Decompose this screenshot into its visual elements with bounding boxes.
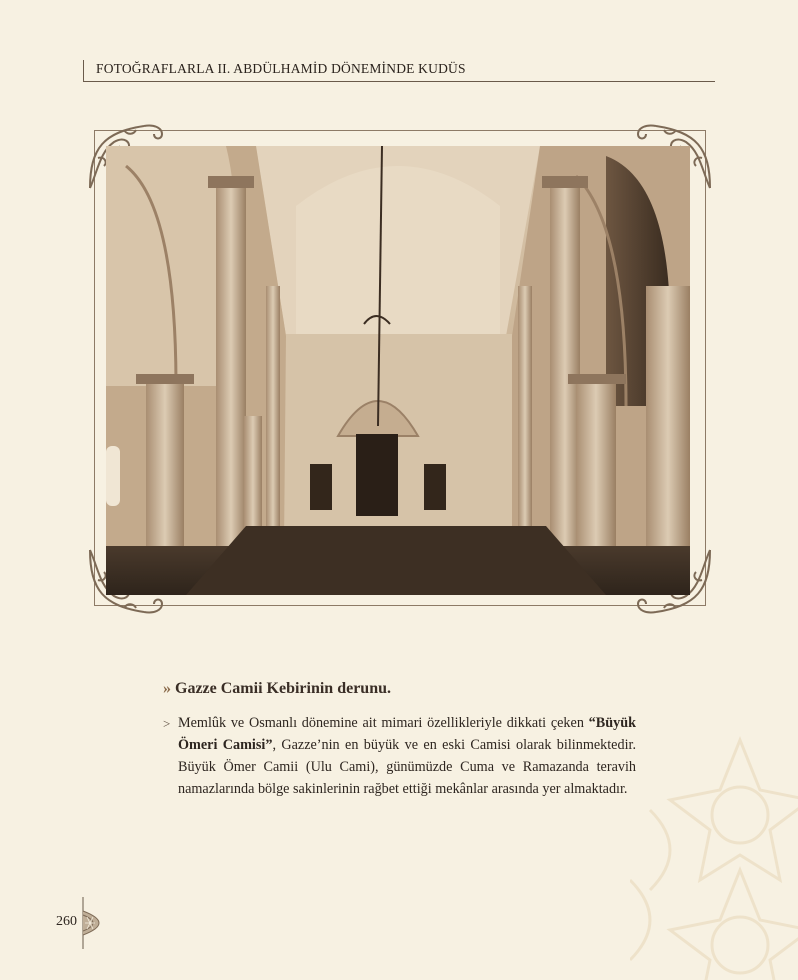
header-rule (83, 81, 715, 82)
photo-caption-title (163, 680, 391, 698)
caption-line: Büyük Ömer Camii (Ulu Cami), günümüzde Cuma ve Ramazanda teravih (178, 759, 636, 775)
caption-marker: » (163, 680, 171, 697)
running-header: FOTOĞRAFLARLA II. ABDÜLHAMİD DÖNEMİNDE KUDÜS (96, 61, 466, 76)
caption-title-text: Gazze Camii Kebirinin derunu. (175, 680, 391, 697)
caption-line: Memlûk ve Osmanlı dönemine ait mimari özellikleriyle dikkati çeken “Büyük (178, 715, 636, 731)
body-marker: > (163, 716, 171, 731)
caption-body (178, 712, 636, 800)
caption-line: namazlarında bölge sakinlerinin rağbet ettiği mekânlar arasında yer almaktadır. (178, 781, 628, 797)
mosque-interior-photo (106, 146, 690, 595)
caption-line: Ömeri Camisi”, Gazze’nin en büyük ve en eski Camisi olarak bilinmektedir. (178, 737, 637, 753)
page-number: 260 (56, 914, 77, 929)
header-tick (83, 60, 85, 82)
star-pattern-icon (630, 720, 798, 980)
floral-ornament-icon (81, 897, 101, 949)
